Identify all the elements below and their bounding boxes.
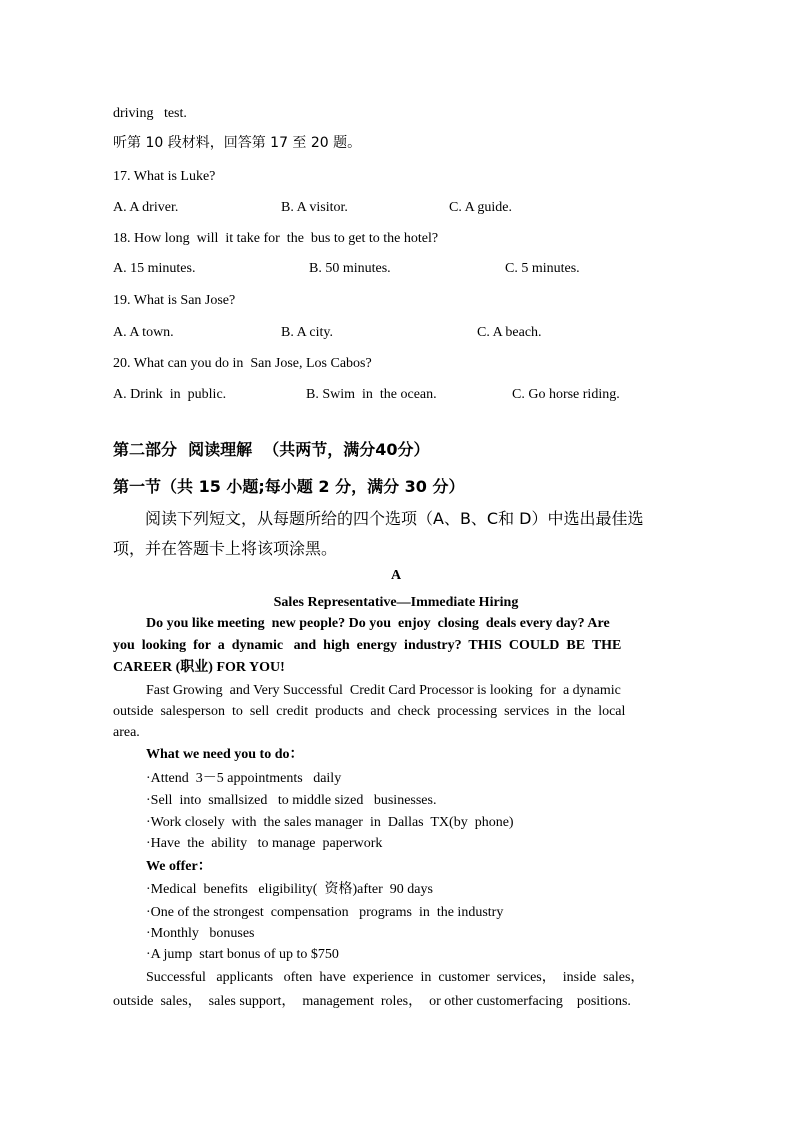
question-19-option-c: C. A beach. [477, 325, 542, 340]
body-line-3: area. [113, 725, 140, 740]
section-title: 第一节（共 15 小题;每小题 2 分，满分 30 分） [113, 477, 465, 496]
lead-line-1: Do you like meeting new people? Do you enjoy closing deals every day? Are [146, 616, 610, 631]
question-18-option-c: C. 5 minutes. [505, 261, 580, 276]
need-item-2: ·Sell into smallsized to middle sized businesses. [146, 793, 437, 808]
section-intro: 听第 10 段材料，回答第 17 至 20 题。 [113, 135, 362, 151]
passage-label: A [390, 568, 402, 583]
question-19-option-a: A. A town. [113, 325, 174, 340]
offer-item-1: ·Medical benefits eligibility( 资格)after 90 days [146, 882, 433, 897]
lead-line-3: CAREER (职业) FOR YOU! [113, 660, 285, 675]
instructions-line-2: 项，并在答题卡上将该项涂黑。 [113, 539, 338, 558]
offer-item-4: ·A jump start bonus of up to $750 [146, 947, 339, 962]
question-19-stem: 19. What is San Jose? [113, 293, 236, 308]
offer-heading: We offer： [146, 859, 212, 874]
need-heading: What we need you to do： [146, 747, 304, 762]
instructions-line-1: 阅读下列短文，从每题所给的四个选项（A、B、C和 D）中选出最佳选 [145, 509, 644, 528]
question-20-option-b: B. Swim in the ocean. [306, 387, 437, 402]
need-item-3: ·Work closely with the sales manager in Dallas TX(by phone) [146, 815, 514, 830]
closing-line-1: Successful applicants often have experience in customer services， inside sales， [146, 970, 645, 985]
lead-line-2: you looking for a dynamic and high energy industry? THIS COULD BE THE [113, 638, 622, 653]
ad-title: Sales Representative—Immediate Hiring [273, 595, 519, 610]
question-20-option-c: C. Go horse riding. [512, 387, 620, 402]
closing-line-2: outside sales， sales support， management roles， or other customerfacing positions. [113, 994, 631, 1009]
offer-item-3: ·Monthly bonuses [146, 926, 255, 941]
need-item-1: ·Attend 3－5 appointments daily [146, 771, 342, 786]
question-17-option-a: A. A driver. [113, 200, 179, 215]
question-19-option-b: B. A city. [281, 325, 333, 340]
body-line-2: outside salesperson to sell credit products and check processing services in the local [113, 704, 626, 719]
part-title: 第二部分 阅读理解 （共两节，满分40分） [113, 440, 430, 459]
question-20-option-a: A. Drink in public. [113, 387, 227, 402]
question-17-stem: 17. What is Luke? [113, 169, 216, 184]
question-18-option-b: B. 50 minutes. [309, 261, 391, 276]
listening-fragment: driving test. [113, 106, 187, 121]
body-line-1: Fast Growing and Very Successful Credit Card Processor is looking for a dynamic [146, 683, 621, 698]
question-17-option-c: C. A guide. [449, 200, 513, 215]
offer-item-2: ·One of the strongest compensation programs in the industry [146, 905, 504, 920]
need-item-4: ·Have the ability to manage paperwork [146, 836, 383, 851]
question-18-option-a: A. 15 minutes. [113, 261, 196, 276]
question-18-stem: 18. How long will it take for the bus to get to the hotel? [113, 231, 439, 246]
question-20-stem: 20. What can you do in San Jose, Los Cabos? [113, 356, 372, 371]
question-17-option-b: B. A visitor. [281, 200, 348, 215]
